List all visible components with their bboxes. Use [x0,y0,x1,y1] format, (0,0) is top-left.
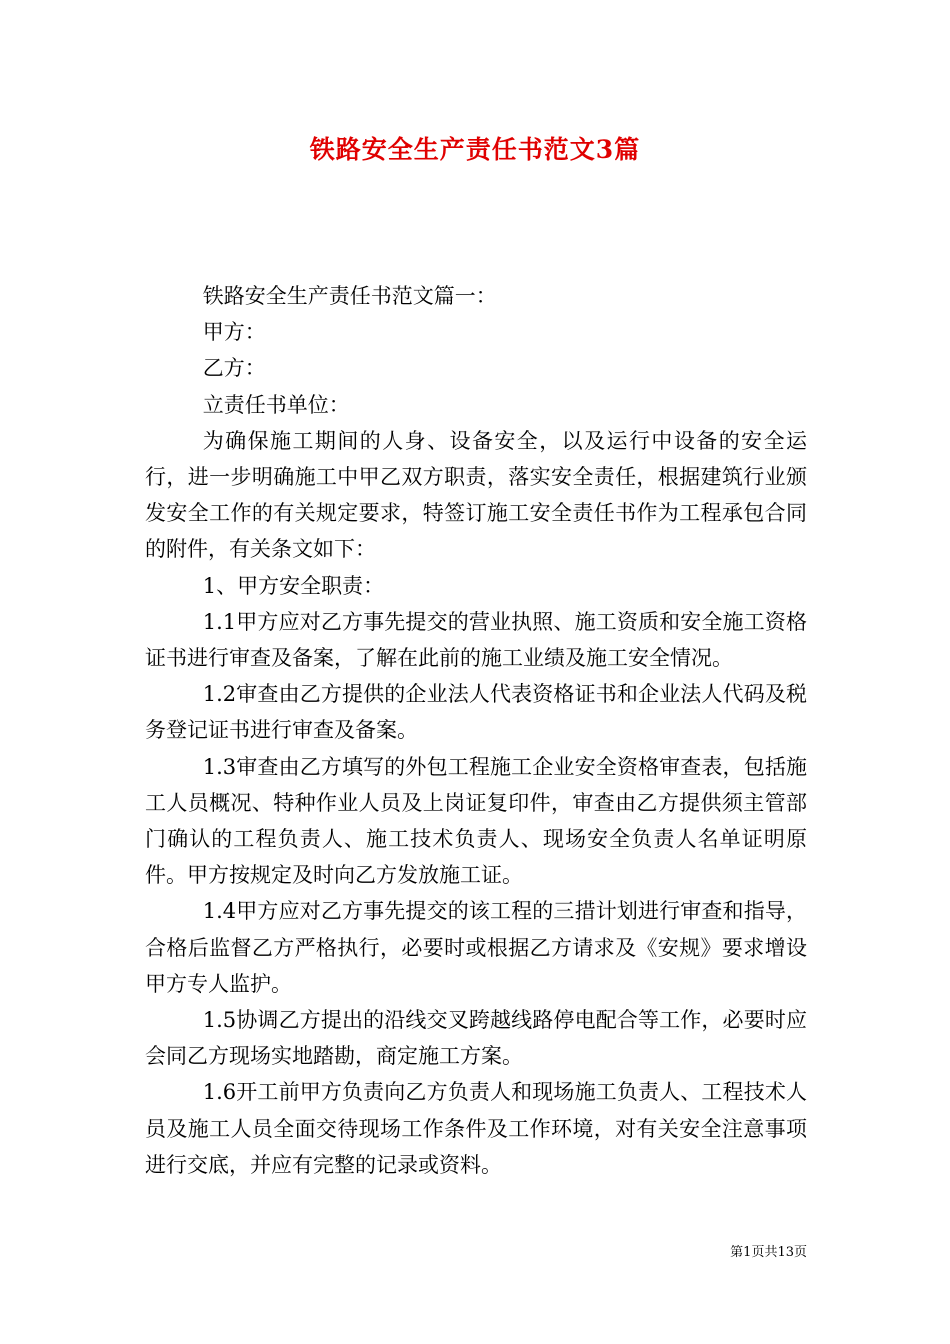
signing-unit-line: 立责任书单位： [202,392,350,417]
party-b-line: 乙方： [202,356,266,381]
clause-heading: 1、甲方安全职责： [202,573,385,598]
clause-paragraph: 1.3审查由乙方填写的外包工程施工企业安全资格审查表，包括施工人员概况、特种作业人员及上岗证复印件，审查由乙方提供须主管部门确认的工程负责人、施工技术负责人、现场安全负责人名单证明原件。甲方按规定及时向乙方发放施工证。 [145,754,807,888]
section-heading: 铁路安全生产责任书范文篇一： [202,284,497,308]
preamble-paragraph: 为确保施工期间的人身、设备安全，以及运行中设备的安全运行，进一步明确施工中甲乙双方职责，落实安全责任，根据建筑行业颁发安全工作的有关规定要求，特签订施工安全责任书作为工程承包合同的附件，有关条文如下： [145,428,807,562]
party-a-line: 甲方： [202,320,266,345]
document-title: 铁路安全生产责任书范文3篇 [309,135,641,164]
page-number-footer: 第1页共13页 [730,1245,807,1260]
clause-paragraph: 1.1甲方应对乙方事先提交的营业执照、施工资质和安全施工资格证书进行审查及备案，了解在此前的施工业绩及施工安全情况。 [145,609,807,671]
clause-paragraph: 1.2审查由乙方提供的企业法人代表资格证书和企业法人代码及税务登记证书进行审查及备案。 [145,682,807,743]
clause-paragraph: 1.4甲方应对乙方事先提交的该工程的三措计划进行审查和指导，合格后监督乙方严格执行，必要时或根据乙方请求及《安规》要求增设甲方专人监护。 [145,899,807,996]
clause-paragraph: 1.6开工前甲方负责向乙方负责人和现场施工负责人、工程技术人员及施工人员全面交待现场工作条件及工作环境，对有关安全注意事项进行交底，并应有完整的记录或资料。 [145,1080,807,1177]
clause-paragraph: 1.5协调乙方提出的沿线交叉跨越线路停电配合等工作，必要时应会同乙方现场实地踏勘，商定施工方案。 [145,1008,807,1069]
document-body [145,278,807,1183]
